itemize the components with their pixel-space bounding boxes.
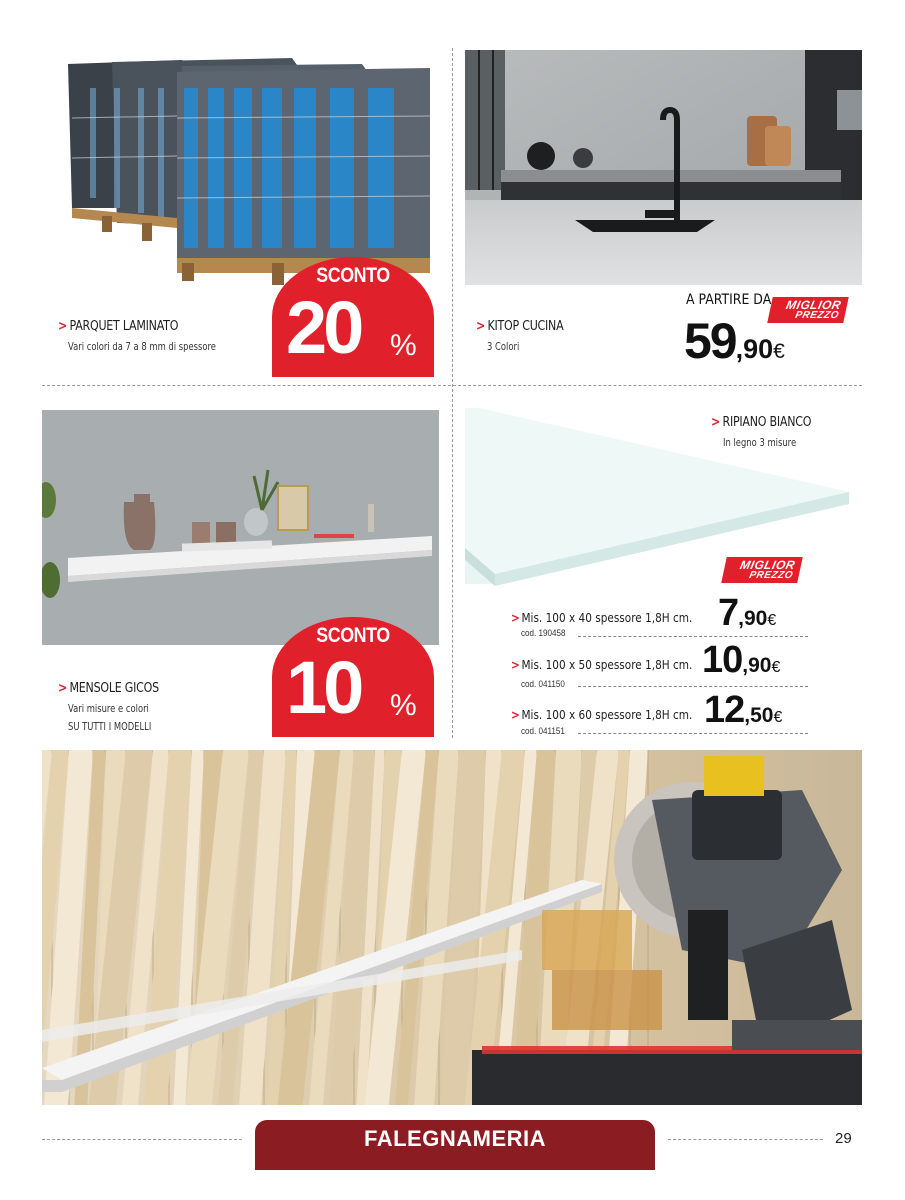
row-label: Mis. 100 x 50 spessore 1,8H cm. — [521, 657, 693, 672]
percent-symbol: % — [390, 689, 417, 722]
red-arrow-icon: > — [58, 680, 68, 696]
ripiano-row-1-code: cod. 190458 — [521, 628, 566, 639]
section-title-bar — [255, 1120, 655, 1170]
price-dec: ,90 — [742, 654, 772, 677]
discount-value: 20 — [286, 286, 361, 369]
row-dash — [578, 636, 808, 637]
miglior-prezzo-tag — [721, 557, 803, 583]
mensole-subtitle-1: Vari misure e colori — [68, 703, 149, 715]
page-number: 29 — [835, 1130, 852, 1147]
ripiano-row-2-code: cod. 041150 — [521, 679, 565, 690]
section-title: FALEGNAMERIA — [364, 1126, 546, 1151]
vertical-separator — [452, 48, 453, 738]
red-arrow-icon: > — [511, 707, 520, 722]
discount-value: 10 — [286, 646, 361, 729]
kitchen-worktop-image — [465, 50, 862, 285]
parquet-title-text: PARQUET LAMINATO — [69, 318, 179, 334]
row-dash — [578, 686, 808, 687]
euro-symbol: € — [767, 612, 777, 629]
mensole-title-text: MENSOLE GICOS — [69, 680, 159, 696]
euro-symbol: € — [771, 659, 781, 676]
ripiano-subtitle: In legno 3 misure — [723, 437, 797, 449]
ripiano-row-2-label — [511, 657, 692, 672]
ripiano-title — [711, 414, 811, 430]
euro-symbol: € — [773, 340, 785, 363]
ripiano-row-1-price — [718, 594, 776, 632]
price-int: 10 — [702, 639, 743, 681]
ripiano-row-3-label — [511, 707, 692, 722]
footer-dash-left — [42, 1139, 242, 1140]
sconto-10-badge — [272, 617, 434, 737]
mensole-title — [58, 680, 159, 696]
price-int: 7 — [718, 592, 739, 634]
euro-symbol: € — [773, 709, 783, 726]
parquet-title — [58, 318, 178, 334]
ripiano-row-3-code: cod. 041151 — [521, 726, 565, 737]
red-arrow-icon: > — [511, 657, 520, 672]
tag-line2: PREZZO — [748, 570, 794, 581]
price-int: 12 — [704, 689, 745, 731]
lumber-and-miter-saw-image — [42, 750, 862, 1105]
sconto-20-badge — [272, 257, 434, 377]
percent-symbol: % — [390, 329, 417, 362]
row-dash — [578, 733, 808, 734]
ripiano-row-2-price — [702, 641, 780, 679]
ripiano-title-text: RIPIANO BIANCO — [722, 414, 812, 430]
red-arrow-icon: > — [476, 318, 486, 334]
row-label: Mis. 100 x 40 spessore 1,8H cm. — [521, 610, 693, 625]
mensole-subtitle-2: SU TUTTI I MODELLI — [68, 721, 152, 733]
kitop-price — [684, 313, 785, 369]
sconto-label: SCONTO — [316, 264, 390, 287]
footer-dash-right — [668, 1139, 823, 1140]
price-dec: ,50 — [744, 704, 774, 727]
kitop-price-dec: ,90 — [735, 334, 774, 364]
row-label: Mis. 100 x 60 spessore 1,8H cm. — [521, 707, 693, 722]
red-arrow-icon: > — [511, 610, 520, 625]
ripiano-row-3-price — [704, 691, 782, 729]
ripiano-row-1-label — [511, 610, 692, 625]
kitop-price-int: 59 — [684, 313, 736, 369]
kitop-subtitle: 3 Colori — [487, 341, 520, 353]
tag-line1: MIGLIOR — [738, 558, 797, 572]
price-dec: ,90 — [738, 607, 768, 630]
tag-line2: PREZZO — [794, 310, 840, 321]
shelf-image — [42, 410, 439, 645]
tag-line1: MIGLIOR — [784, 298, 843, 312]
red-arrow-icon: > — [711, 414, 721, 430]
red-arrow-icon: > — [58, 318, 68, 334]
kitop-title — [476, 318, 563, 334]
sconto-label: SCONTO — [316, 624, 390, 647]
kitop-title-text: KITOP CUCINA — [487, 318, 564, 334]
parquet-subtitle: Vari colori da 7 a 8 mm di spessore — [68, 341, 216, 353]
kitop-price-prefix: A PARTIRE DA — [686, 292, 772, 308]
